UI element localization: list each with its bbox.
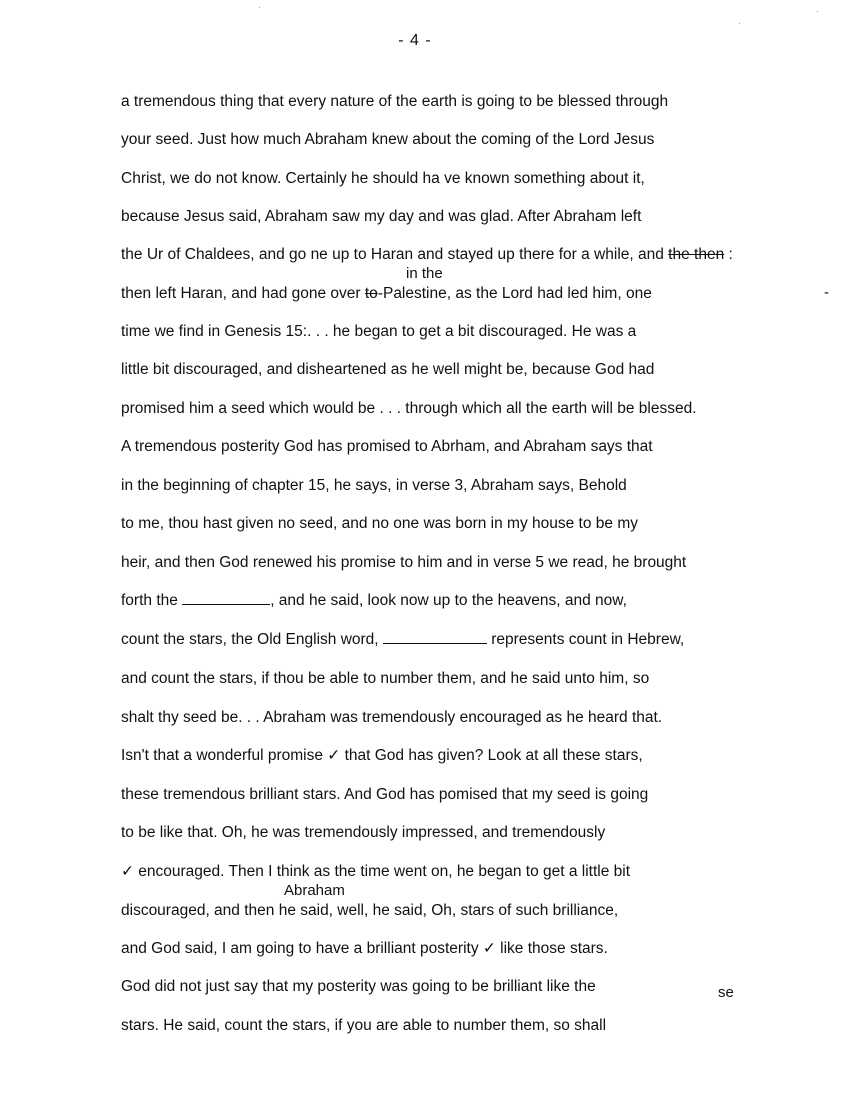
text-line-15-a: count the stars, the Old English word, xyxy=(121,631,383,648)
text-line-18: Isn't that a wonderful promise ✓ that God has given? Look at all these stars, xyxy=(121,747,643,764)
insertion-in-the: in the xyxy=(406,265,443,282)
insertion-se: se xyxy=(718,984,734,1001)
text-line-3: Christ, we do not know. Certainly he should ha ve known something about it, xyxy=(121,170,645,187)
text-line-23: and God said, I am going to have a brilliant posterity ✓ like those stars. xyxy=(121,940,608,957)
text-line-14 xyxy=(121,591,627,611)
text-line-6-a: then left Haran, and had gone over xyxy=(121,285,365,302)
text-line-5-after: : xyxy=(724,246,733,263)
text-line-6-b: -Palestine, as the Lord had led him, one xyxy=(377,285,652,302)
text-line-22: discouraged, and then he said, well, he said, Oh, stars of such brilliance, xyxy=(121,902,619,919)
text-line-4: because Jesus said, Abraham saw my day and was glad. After Abraham left xyxy=(121,208,642,225)
text-line-6 xyxy=(121,284,652,304)
scan-speck: · xyxy=(738,18,741,28)
blank-line xyxy=(182,592,270,605)
struck-to: to xyxy=(364,285,378,302)
margin-mark: - xyxy=(824,284,829,301)
text-line-14-b: , and he said, look now up to the heavens, and now, xyxy=(270,592,627,609)
struck-text: the then xyxy=(668,246,725,263)
text-line-25: stars. He said, count the stars, if you are able to number them, so shall xyxy=(121,1017,607,1034)
blank-line xyxy=(383,631,487,644)
text-line-15 xyxy=(121,630,684,650)
text-line-17: shalt thy seed be. . . Abraham was tremendously encouraged as he heard that. xyxy=(121,709,663,726)
text-line-11: in the beginning of chapter 15, he says, in verse 3, Abraham says, Behold xyxy=(121,477,627,494)
text-line-24: God did not just say that my posterity was going to be brilliant like the xyxy=(121,978,596,995)
text-line-1: a tremendous thing that every nature of the earth is going to be blessed through xyxy=(121,93,669,110)
text-line-20: to be like that. Oh, he was tremendously impressed, and tremendously xyxy=(121,824,606,841)
text-line-16: and count the stars, if thou be able to number them, and he said unto him, so xyxy=(121,670,650,687)
text-line-9: promised him a seed which would be . . . through which all the earth will be blessed. xyxy=(121,400,697,417)
text-line-12: to me, thou hast given no seed, and no one was born in my house to be my xyxy=(121,515,638,532)
text-line-21: ✓ encouraged. Then I think as the time went on, he began to get a little bit xyxy=(121,863,631,880)
page-number: - 4 - xyxy=(398,32,432,49)
text-line-8: little bit discouraged, and disheartened as he well might be, because God had xyxy=(121,361,655,378)
text-line-10: A tremendous posterity God has promised to Abrham, and Abraham says that xyxy=(121,438,653,455)
text-line-5-before: the Ur of Chaldees, and go ne up to Haran and stayed up there for a while, and xyxy=(121,246,669,263)
scan-speck: · xyxy=(258,2,261,12)
insertion-abraham: Abraham xyxy=(284,882,345,899)
text-line-5 xyxy=(121,245,733,265)
text-line-2: your seed. Just how much Abraham knew about the coming of the Lord Jesus xyxy=(121,131,655,148)
text-line-14-a: forth the xyxy=(121,592,183,609)
text-line-13: heir, and then God renewed his promise to him and in verse 5 we read, he brought xyxy=(121,554,687,571)
scan-speck: · xyxy=(816,6,819,16)
text-line-7: time we find in Genesis 15:. . . he began to get a bit discouraged. He was a xyxy=(121,323,637,340)
text-line-15-b: represents count in Hebrew, xyxy=(486,631,685,648)
text-line-19: these tremendous brilliant stars. And God has pomised that my seed is going xyxy=(121,786,649,803)
